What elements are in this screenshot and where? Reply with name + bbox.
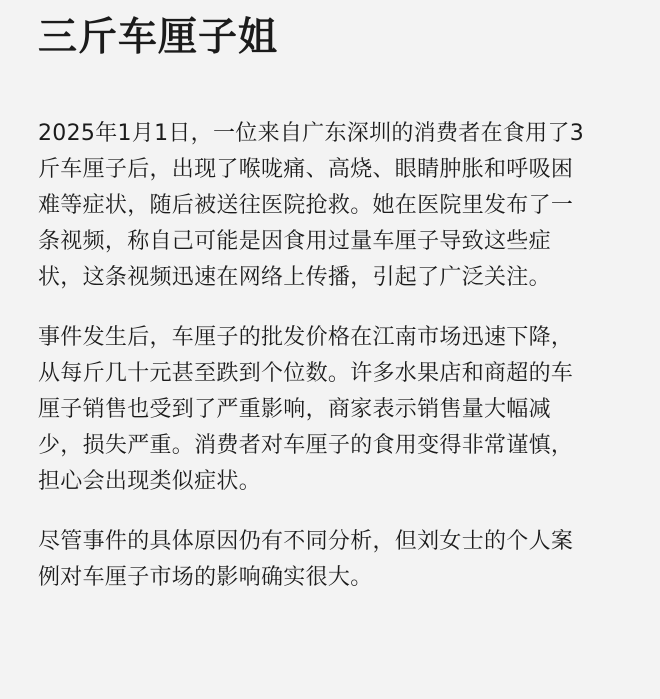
paragraph-line: 斤车厘子后，出现了喉咙痛、高烧、眼睛肿胀和呼吸困 (38, 157, 574, 182)
paragraph-line: 状，这条视频迅速在网络上传播，引起了广泛关注。 (38, 265, 551, 290)
paragraph-line: 事件发生后，车厘子的批发价格在江南市场迅速下降， (38, 325, 574, 350)
paragraph-line: 难等症状，随后被送往医院抢救。她在医院里发布了一 (38, 193, 574, 218)
paragraph-line: 厘子销售也受到了严重影响，商家表示销售量大幅减 (38, 397, 551, 422)
paragraph-line: 尽管事件的具体原因仍有不同分析，但刘女士的个人案 (38, 529, 574, 554)
paragraph-line: 从每斤几十元甚至跌到个位数。许多水果店和商超的车 (38, 361, 574, 386)
article-body (38, 116, 630, 596)
paragraph-line: 条视频，称自己可能是因食用过量车厘子导致这些症 (38, 229, 551, 254)
article-title: 三斤车厘子姐 (38, 15, 279, 60)
paragraph-line: 2025年1月1日，一位来自广东深圳的消费者在食用了3 (38, 121, 585, 146)
paragraph-line: 担心会出现类似症状。 (38, 469, 262, 494)
paragraph-3 (38, 524, 630, 596)
paragraph-1 (38, 116, 630, 296)
paragraph-line: 少，损失严重。消费者对车厘子的食用变得非常谨慎， (38, 433, 574, 458)
paragraph-line: 例对车厘子市场的影响确实很大。 (38, 565, 373, 590)
paragraph-2 (38, 320, 630, 500)
